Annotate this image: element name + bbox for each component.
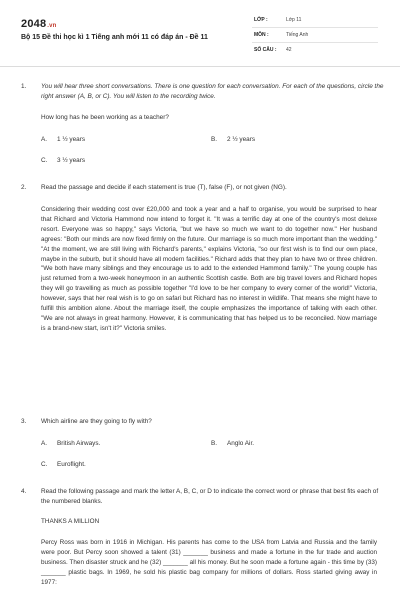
question-instruction: Read the passage and decide if each statement is true (T), false (F), or not given (NG). bbox=[41, 184, 287, 191]
logo-text: 2048 bbox=[21, 18, 47, 30]
header-divider bbox=[0, 66, 400, 67]
reading-passage: Considering their wedding cost over £20,000 and took a year and a half to organise, you would be surprised to hear that Richard and Victoria Hammond now intend to forget it. "It was a terrific day at one of the country's most deluxe resort. Everyone was so happy," says Victoria, "but we have so much we want to do together now." Her husband agrees: "Both our minds are now fixed firmly on the future. Our marriage is so much more important than the wedding." "At the moment, we are still living with Richard's parents," explains Victoria, "so our first wish is to find our own place, maybe in the suburb, but it should have all modern facilities." Richard adds that they plan to have two or three children. "We both have many siblings and they encourage us to add to the extended Hammond family." The young couple has just returned from a two-week honeymoon in an authentic Scottish castle. Both are big travel lovers and Richard hopes they will go travelling as much as possible together "I'd love to be her company to every corner of the world!" Victoria, however, says that her real wish is to go on safari but Richard has no interest in wildlife. That means she might have to fulfill this ambition alone. About the marriage itself, the couple emphasizes the importance of talking with each other. "We are not always in great harmony. However, it is communicating that has helped us to be reconciled. Now marriage is a brand-new start, isn't it?" Victoria smiles. bbox=[41, 206, 377, 332]
option-label: C. bbox=[41, 461, 48, 468]
option-text: British Airways. bbox=[57, 440, 101, 447]
question-text: How long has he been working as a teacher? bbox=[41, 114, 169, 121]
meta-subject bbox=[254, 32, 308, 38]
option-b[interactable] bbox=[211, 136, 255, 143]
question-instruction: Read the following passage and mark the letter A, B, C, or D to indicate the correct word or phrase that best fits each of the numbered blanks. bbox=[41, 488, 379, 505]
option-label: A. bbox=[41, 440, 48, 447]
divider bbox=[252, 42, 378, 43]
option-a[interactable] bbox=[41, 136, 85, 143]
page-title: Bộ 15 Đề thi học kì 1 Tiếng anh mới 11 có đáp án - Đề 11 bbox=[21, 34, 208, 41]
meta-subject-value: Tiếng Anh bbox=[286, 32, 309, 38]
option-c[interactable] bbox=[41, 157, 85, 164]
passage-heading: THANKS A MILLION bbox=[41, 518, 100, 525]
meta-subject-key: MÔN : bbox=[254, 32, 269, 38]
option-a[interactable] bbox=[41, 440, 100, 447]
option-label: B. bbox=[211, 136, 218, 143]
question-number: 1. bbox=[21, 83, 27, 90]
page-header bbox=[0, 0, 400, 62]
option-c[interactable] bbox=[41, 461, 86, 468]
meta-class bbox=[254, 17, 301, 23]
option-label: A. bbox=[41, 136, 48, 143]
question-number: 2. bbox=[21, 184, 27, 191]
option-label: C. bbox=[41, 157, 48, 164]
question-instruction: You will hear three short conversations. There is one question for each conversation. For each of the questions, circle the right answer (A, B, or C). You will listen to the recording twice. bbox=[41, 83, 384, 100]
question-number: 3. bbox=[21, 418, 27, 425]
option-text: 1 ½ years bbox=[57, 136, 86, 143]
reading-passage: Percy Ross was born in 1916 in Michigan. His parents has come to the USA from Latvia and Russia and the family were poor. But Percy soon showed a talent (31) _______ business and made a fortune in the fur trade and auction business. Then disaster struck and he (32) _______ all his money. But he soon made a fortune again - this time by (33) _______ plastic bags. In 1969, he sold his plastic bag company for millions of dollars. Ross started giving away in 1977: bbox=[41, 539, 377, 586]
option-label: B. bbox=[211, 440, 218, 447]
meta-count bbox=[254, 47, 292, 53]
meta-count-key: SỐ CÂU : bbox=[254, 47, 277, 53]
meta-count-value: 42 bbox=[286, 47, 292, 53]
meta-class-key: LỚP : bbox=[254, 17, 268, 23]
logo-suffix: .vn bbox=[47, 23, 57, 29]
meta-class-value: Lớp 11 bbox=[286, 17, 302, 23]
option-b[interactable] bbox=[211, 440, 254, 447]
option-text: 2 ½ years bbox=[227, 136, 256, 143]
option-text: 3 ½ years bbox=[57, 157, 86, 164]
option-text: Euroflight. bbox=[57, 461, 86, 468]
question-text: Which airline are they going to fly with? bbox=[41, 418, 152, 425]
divider bbox=[252, 27, 378, 28]
option-text: Anglo Air. bbox=[227, 440, 255, 447]
site-logo[interactable] bbox=[21, 18, 57, 30]
question-number: 4. bbox=[21, 488, 27, 495]
